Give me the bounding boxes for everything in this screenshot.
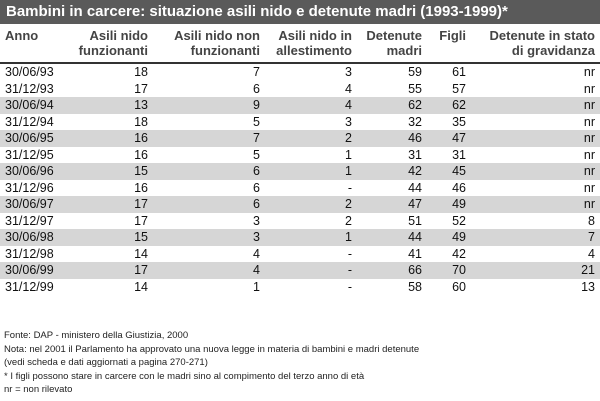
cell-gravidanza: nr — [583, 114, 595, 129]
cell-anno: 31/12/93 — [5, 81, 54, 96]
cell-detenute-madri: 44 — [408, 230, 422, 244]
table-row — [0, 163, 600, 180]
cell-gravidanza: nr — [583, 180, 595, 195]
header-line: funzionanti — [190, 43, 260, 58]
cell-figli: 42 — [452, 246, 466, 261]
cell-gravidanza: 21 — [581, 263, 595, 277]
table-row — [0, 114, 600, 131]
cell-detenute-madri: 44 — [408, 180, 422, 195]
cell-detenute-madri: 32 — [408, 114, 422, 129]
cell-asili-funzionanti: 14 — [134, 279, 148, 294]
cell-asili-allestimento: 3 — [345, 65, 352, 79]
cell-gravidanza: 7 — [588, 230, 595, 244]
cell-figli: 49 — [452, 230, 466, 244]
header-line: Detenute in stato — [489, 28, 595, 43]
cell-asili-allestimento: 1 — [345, 230, 352, 244]
cell-asili-allestimento: 4 — [345, 98, 352, 112]
table-row — [0, 262, 600, 279]
cell-anno: 30/06/99 — [5, 263, 54, 277]
cell-gravidanza: 4 — [588, 246, 595, 261]
cell-detenute-madri: 41 — [408, 246, 422, 261]
cell-figli: 60 — [452, 279, 466, 294]
cell-detenute-madri: 58 — [408, 279, 422, 294]
cell-figli: 70 — [452, 263, 466, 277]
cell-asili-non-funzionanti: 3 — [253, 230, 260, 244]
cell-asili-allestimento: 2 — [345, 131, 352, 145]
cell-asili-non-funzionanti: 6 — [253, 197, 260, 211]
cell-asili-non-funzionanti: 4 — [253, 263, 260, 277]
cell-asili-funzionanti: 14 — [134, 246, 148, 261]
header-line: Asili nido non — [174, 28, 260, 43]
cell-asili-non-funzionanti: 4 — [253, 246, 260, 261]
cell-asili-allestimento: 3 — [345, 114, 352, 129]
column-header-asili-allestimento — [276, 28, 352, 58]
cell-detenute-madri: 62 — [408, 98, 422, 112]
cell-anno: 30/06/97 — [5, 197, 54, 211]
cell-asili-non-funzionanti: 7 — [253, 131, 260, 145]
cell-detenute-madri: 42 — [408, 164, 422, 178]
cell-figli: 47 — [452, 131, 466, 145]
header-line: Figli — [439, 28, 466, 43]
cell-gravidanza: nr — [583, 164, 595, 178]
header-line: allestimento — [276, 43, 352, 58]
cell-anno: 30/06/94 — [5, 98, 54, 112]
cell-asili-allestimento: - — [347, 246, 352, 261]
header-line: Asili nido — [89, 28, 148, 43]
cell-asili-funzionanti: 18 — [134, 65, 148, 79]
cell-gravidanza: 8 — [588, 213, 595, 228]
table-row — [0, 130, 600, 147]
cell-detenute-madri: 46 — [408, 131, 422, 145]
cell-asili-funzionanti: 13 — [134, 98, 148, 112]
cell-anno: 30/06/95 — [5, 131, 54, 145]
nr-legend: nr = non rilevato — [4, 384, 73, 395]
cell-detenute-madri: 66 — [408, 263, 422, 277]
cell-anno: 31/12/94 — [5, 114, 54, 129]
cell-figli: 49 — [452, 197, 466, 211]
cell-gravidanza: 13 — [581, 279, 595, 294]
column-header-gravidanza — [490, 28, 595, 58]
cell-figli: 62 — [452, 98, 466, 112]
cell-anno: 30/06/93 — [5, 65, 54, 79]
cell-anno: 31/12/96 — [5, 180, 54, 195]
table-notes — [4, 329, 594, 397]
cell-asili-non-funzionanti: 3 — [253, 213, 260, 228]
cell-asili-non-funzionanti: 1 — [253, 279, 260, 294]
cell-figli: 57 — [452, 81, 466, 96]
cell-figli: 31 — [452, 147, 466, 162]
asterisk-note: * I figli possono stare in carcere con le madri sino al compimento del terzo anno di età — [4, 370, 365, 382]
table-header — [0, 26, 600, 64]
column-header-figli — [439, 28, 466, 43]
cell-detenute-madri: 55 — [408, 81, 422, 96]
cell-figli: 61 — [452, 65, 466, 79]
cell-asili-allestimento: 2 — [345, 213, 352, 228]
cell-figli: 52 — [452, 213, 466, 228]
cell-gravidanza: nr — [583, 147, 595, 162]
cell-asili-funzionanti: 18 — [134, 114, 148, 129]
table-row — [0, 246, 600, 263]
cell-asili-funzionanti: 17 — [134, 197, 148, 211]
column-header-asili-non-funzionanti — [174, 28, 260, 58]
cell-asili-funzionanti: 17 — [134, 263, 148, 277]
cell-figli: 46 — [452, 180, 466, 195]
cell-anno: 30/06/96 — [5, 164, 54, 178]
column-header-anno — [5, 28, 38, 43]
header-line: Asili nido in — [278, 28, 352, 43]
table-row — [0, 279, 600, 296]
cell-asili-funzionanti: 16 — [134, 147, 148, 162]
cell-asili-non-funzionanti: 5 — [253, 114, 260, 129]
cell-asili-funzionanti: 15 — [134, 230, 148, 244]
law-note: Nota: nel 2001 il Parlamento ha approvato una nuova legge in materia di bambini e madri detenute — [4, 343, 420, 355]
cell-asili-funzionanti: 16 — [134, 180, 148, 195]
cell-asili-funzionanti: 15 — [134, 164, 148, 178]
cell-anno: 31/12/97 — [5, 213, 54, 228]
source-note: Fonte: DAP - ministero della Giustizia, 2000 — [4, 330, 189, 341]
cell-asili-allestimento: 2 — [345, 197, 352, 211]
cell-asili-funzionanti: 16 — [134, 131, 148, 145]
cell-asili-non-funzionanti: 7 — [253, 65, 260, 79]
cell-asili-allestimento: 1 — [345, 147, 352, 162]
cell-asili-allestimento: - — [347, 180, 352, 195]
cell-detenute-madri: 31 — [408, 147, 422, 162]
cell-asili-funzionanti: 17 — [134, 213, 148, 228]
cell-figli: 45 — [452, 164, 466, 178]
table-row — [0, 180, 600, 197]
cell-detenute-madri: 59 — [408, 65, 422, 79]
cell-gravidanza: nr — [583, 65, 595, 79]
table-row — [0, 147, 600, 164]
header-line: funzionanti — [78, 43, 148, 58]
cell-asili-non-funzionanti: 9 — [253, 98, 260, 112]
cell-anno: 31/12/95 — [5, 147, 54, 162]
cell-asili-non-funzionanti: 5 — [253, 147, 260, 162]
cell-detenute-madri: 47 — [408, 197, 422, 211]
table-row — [0, 81, 600, 98]
cell-gravidanza: nr — [583, 98, 595, 112]
cell-asili-allestimento: - — [347, 263, 352, 277]
header-line: di gravidanza — [511, 43, 595, 58]
cell-anno: 30/06/98 — [5, 230, 54, 244]
header-line: Anno — [5, 28, 39, 43]
table-row — [0, 196, 600, 213]
cell-gravidanza: nr — [583, 131, 595, 145]
table-row — [0, 97, 600, 114]
table-row — [0, 229, 600, 246]
cell-asili-non-funzionanti: 6 — [253, 81, 260, 96]
cell-asili-non-funzionanti: 6 — [253, 164, 260, 178]
cell-anno: 31/12/98 — [5, 246, 54, 261]
column-header-asili-funzionanti — [79, 28, 148, 58]
cell-asili-allestimento: 1 — [345, 164, 352, 178]
law-note-reference: (vedi scheda e dati aggiornati a pagina 270-271) — [4, 357, 208, 368]
cell-asili-non-funzionanti: 6 — [253, 180, 260, 195]
header-line: madri — [386, 43, 422, 58]
cell-figli: 35 — [452, 114, 466, 129]
table-title: Bambini in carcere: situazione asili nido e detenute madri (1993-1999)* — [0, 0, 600, 24]
data-table — [0, 64, 600, 295]
table-row — [0, 64, 600, 81]
cell-detenute-madri: 51 — [408, 213, 422, 228]
table-row — [0, 213, 600, 230]
cell-gravidanza: nr — [583, 81, 595, 96]
cell-gravidanza: nr — [583, 197, 595, 211]
cell-asili-funzionanti: 17 — [134, 81, 148, 96]
column-header-detenute-madri — [366, 28, 422, 58]
header-line: Detenute — [366, 28, 422, 43]
cell-anno: 31/12/99 — [5, 279, 54, 294]
cell-asili-allestimento: - — [347, 279, 352, 294]
cell-asili-allestimento: 4 — [345, 81, 352, 96]
